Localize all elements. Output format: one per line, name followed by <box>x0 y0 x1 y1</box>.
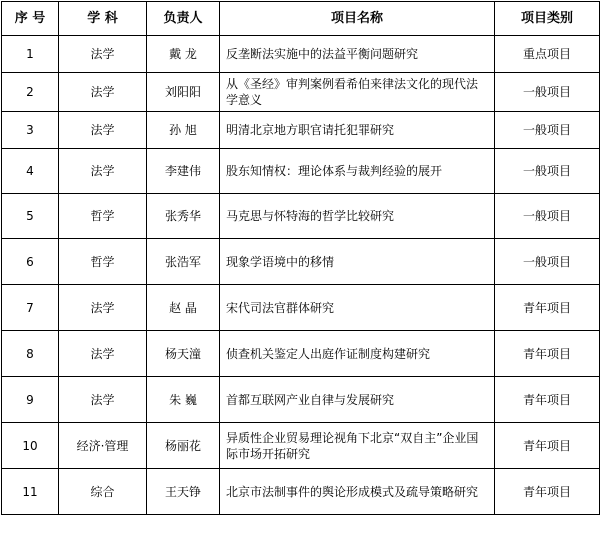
row-person: 张浩军 <box>147 239 220 285</box>
header-subject: 学 科 <box>59 2 147 36</box>
row-category: 一般项目 <box>495 73 600 112</box>
row-category: 重点项目 <box>495 36 600 73</box>
row-subject: 法学 <box>59 377 147 423</box>
row-subject: 法学 <box>59 331 147 377</box>
row-subject: 法学 <box>59 149 147 194</box>
row-project-name: 明清北京地方职官请托犯罪研究 <box>220 112 495 149</box>
table-row <box>2 112 600 149</box>
row-person: 王天铮 <box>147 469 220 515</box>
row-num: 1 <box>2 36 59 73</box>
row-num: 5 <box>2 194 59 239</box>
row-category: 一般项目 <box>495 112 600 149</box>
row-num: 10 <box>2 423 59 469</box>
header-category: 项目类别 <box>495 2 600 36</box>
row-num: 3 <box>2 112 59 149</box>
row-person: 戴 龙 <box>147 36 220 73</box>
row-category: 一般项目 <box>495 194 600 239</box>
row-subject: 经济·管理 <box>59 423 147 469</box>
table-row <box>2 423 600 469</box>
row-person: 张秀华 <box>147 194 220 239</box>
table-row <box>2 285 600 331</box>
row-project-name: 首都互联网产业自律与发展研究 <box>220 377 495 423</box>
row-person: 孙 旭 <box>147 112 220 149</box>
row-person: 杨天潼 <box>147 331 220 377</box>
header-row <box>2 2 600 36</box>
row-category: 青年项目 <box>495 423 600 469</box>
row-project-name: 现象学语境中的移情 <box>220 239 495 285</box>
project-table <box>1 1 600 515</box>
row-project-name: 侦查机关鉴定人出庭作证制度构建研究 <box>220 331 495 377</box>
row-subject: 法学 <box>59 112 147 149</box>
row-num: 11 <box>2 469 59 515</box>
table-row <box>2 239 600 285</box>
row-num: 9 <box>2 377 59 423</box>
row-project-name: 北京市法制事件的舆论形成模式及疏导策略研究 <box>220 469 495 515</box>
table-row <box>2 73 600 112</box>
row-person: 赵 晶 <box>147 285 220 331</box>
row-person: 李建伟 <box>147 149 220 194</box>
row-subject: 法学 <box>59 36 147 73</box>
row-subject: 综合 <box>59 469 147 515</box>
row-category: 青年项目 <box>495 469 600 515</box>
table-row <box>2 36 600 73</box>
table-row <box>2 149 600 194</box>
row-subject: 法学 <box>59 73 147 112</box>
table-row <box>2 194 600 239</box>
table-row <box>2 469 600 515</box>
header-person: 负责人 <box>147 2 220 36</box>
row-category: 一般项目 <box>495 239 600 285</box>
row-project-name: 马克思与怀特海的哲学比较研究 <box>220 194 495 239</box>
row-num: 6 <box>2 239 59 285</box>
row-subject: 哲学 <box>59 194 147 239</box>
row-category: 青年项目 <box>495 285 600 331</box>
row-project-name: 从《圣经》审判案例看希伯来律法文化的现代法学意义 <box>220 73 495 112</box>
header-project-name: 项目名称 <box>220 2 495 36</box>
row-num: 2 <box>2 73 59 112</box>
table-row <box>2 377 600 423</box>
row-num: 8 <box>2 331 59 377</box>
row-subject: 法学 <box>59 285 147 331</box>
table-row <box>2 331 600 377</box>
row-category: 青年项目 <box>495 377 600 423</box>
row-project-name: 宋代司法官群体研究 <box>220 285 495 331</box>
row-project-name: 异质性企业贸易理论视角下北京“双自主”企业国际市场开拓研究 <box>220 423 495 469</box>
row-person: 朱 巍 <box>147 377 220 423</box>
row-person: 杨丽花 <box>147 423 220 469</box>
row-num: 4 <box>2 149 59 194</box>
row-category: 青年项目 <box>495 331 600 377</box>
row-category: 一般项目 <box>495 149 600 194</box>
row-project-name: 反垄断法实施中的法益平衡问题研究 <box>220 36 495 73</box>
row-subject: 哲学 <box>59 239 147 285</box>
row-num: 7 <box>2 285 59 331</box>
row-project-name: 股东知情权：理论体系与裁判经验的展开 <box>220 149 495 194</box>
header-num: 序 号 <box>2 2 59 36</box>
row-person: 刘阳阳 <box>147 73 220 112</box>
